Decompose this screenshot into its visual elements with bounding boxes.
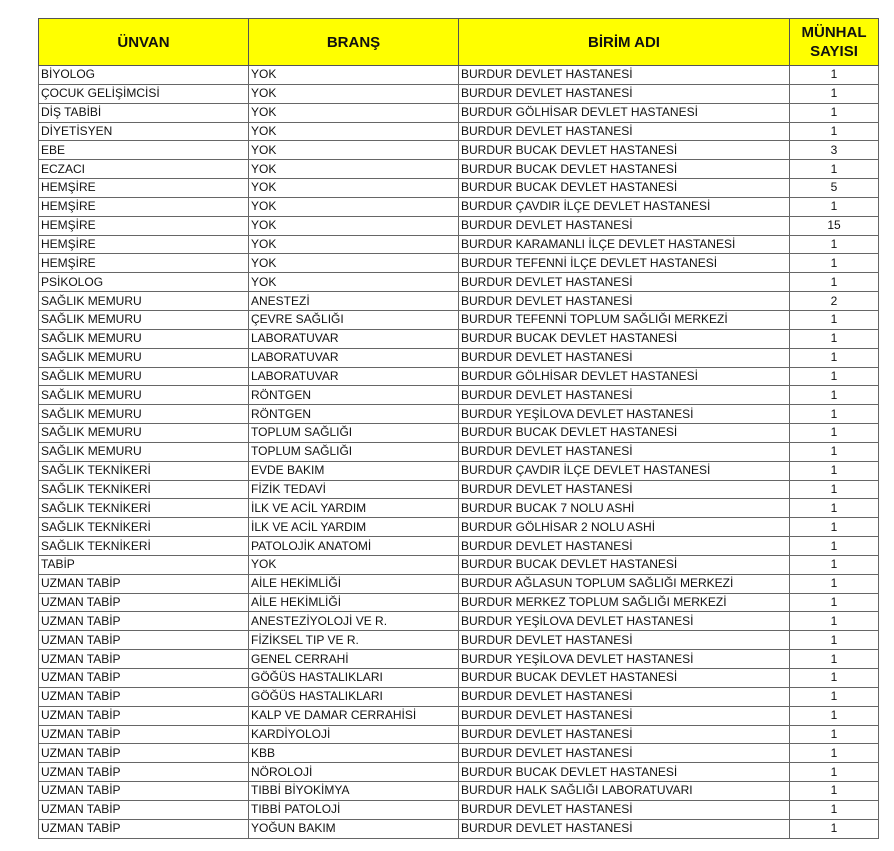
table-row bbox=[39, 122, 879, 141]
brans-cell: YOĞUN BAKIM bbox=[249, 819, 459, 838]
birim-adi-cell: BURDUR DEVLET HASTANESİ bbox=[459, 631, 790, 650]
munhal-sayisi-cell: 1 bbox=[790, 593, 879, 612]
munhal-sayisi-cell: 1 bbox=[790, 273, 879, 292]
table-row bbox=[39, 103, 879, 122]
birim-adi-cell: BURDUR BUCAK DEVLET HASTANESİ bbox=[459, 669, 790, 688]
brans-cell: TIBBİ PATOLOJİ bbox=[249, 800, 459, 819]
birim-adi-cell: BURDUR GÖLHİSAR DEVLET HASTANESİ bbox=[459, 103, 790, 122]
unvan-cell: SAĞLIK MEMURU bbox=[39, 424, 249, 443]
brans-cell: RÖNTGEN bbox=[249, 405, 459, 424]
table-row bbox=[39, 593, 879, 612]
munhal-sayisi-cell: 1 bbox=[790, 706, 879, 725]
vacancy-table bbox=[38, 18, 879, 839]
birim-adi-cell: BURDUR DEVLET HASTANESİ bbox=[459, 273, 790, 292]
birim-adi-cell: BURDUR BUCAK DEVLET HASTANESİ bbox=[459, 141, 790, 160]
birim-adi-cell: BURDUR DEVLET HASTANESİ bbox=[459, 442, 790, 461]
brans-cell: YOK bbox=[249, 141, 459, 160]
birim-adi-cell: BURDUR DEVLET HASTANESİ bbox=[459, 725, 790, 744]
table-row bbox=[39, 499, 879, 518]
munhal-sayisi-cell: 1 bbox=[790, 687, 879, 706]
table-row bbox=[39, 537, 879, 556]
unvan-cell: SAĞLIK MEMURU bbox=[39, 386, 249, 405]
unvan-cell: HEMŞİRE bbox=[39, 254, 249, 273]
munhal-sayisi-cell: 1 bbox=[790, 725, 879, 744]
table-row bbox=[39, 310, 879, 329]
birim-adi-cell: BURDUR DEVLET HASTANESİ bbox=[459, 480, 790, 499]
munhal-sayisi-cell: 1 bbox=[790, 574, 879, 593]
table-row bbox=[39, 254, 879, 273]
table-row bbox=[39, 744, 879, 763]
brans-cell: ÇEVRE SAĞLIĞI bbox=[249, 310, 459, 329]
birim-adi-cell: BURDUR DEVLET HASTANESİ bbox=[459, 84, 790, 103]
brans-cell: YOK bbox=[249, 254, 459, 273]
birim-adi-cell: BURDUR BUCAK DEVLET HASTANESİ bbox=[459, 424, 790, 443]
unvan-cell: SAĞLIK MEMURU bbox=[39, 348, 249, 367]
table-row bbox=[39, 216, 879, 235]
brans-cell: TOPLUM SAĞLIĞI bbox=[249, 442, 459, 461]
munhal-sayisi-cell: 5 bbox=[790, 179, 879, 198]
brans-cell: AİLE HEKİMLİĞİ bbox=[249, 574, 459, 593]
munhal-sayisi-cell: 1 bbox=[790, 800, 879, 819]
brans-cell: KARDİYOLOJİ bbox=[249, 725, 459, 744]
unvan-cell: EBE bbox=[39, 141, 249, 160]
brans-cell: FİZİK TEDAVİ bbox=[249, 480, 459, 499]
birim-adi-cell: BURDUR DEVLET HASTANESİ bbox=[459, 122, 790, 141]
brans-cell: PATOLOJİK ANATOMİ bbox=[249, 537, 459, 556]
unvan-cell: SAĞLIK TEKNİKERİ bbox=[39, 499, 249, 518]
unvan-cell: UZMAN TABİP bbox=[39, 725, 249, 744]
unvan-cell: UZMAN TABİP bbox=[39, 687, 249, 706]
unvan-cell: UZMAN TABİP bbox=[39, 782, 249, 801]
brans-cell: LABORATUVAR bbox=[249, 348, 459, 367]
table-row bbox=[39, 612, 879, 631]
birim-adi-cell: BURDUR BUCAK 7 NOLU ASHİ bbox=[459, 499, 790, 518]
table-row bbox=[39, 631, 879, 650]
brans-cell: TIBBİ BİYOKİMYA bbox=[249, 782, 459, 801]
brans-cell: YOK bbox=[249, 273, 459, 292]
munhal-sayisi-cell: 1 bbox=[790, 254, 879, 273]
birim-adi-cell: BURDUR BUCAK DEVLET HASTANESİ bbox=[459, 555, 790, 574]
munhal-sayisi-cell: 1 bbox=[790, 782, 879, 801]
birim-adi-cell: BURDUR AĞLASUN TOPLUM SAĞLIĞI MERKEZİ bbox=[459, 574, 790, 593]
header-unvan: ÜNVAN bbox=[39, 19, 249, 66]
unvan-cell: UZMAN TABİP bbox=[39, 650, 249, 669]
munhal-sayisi-cell: 1 bbox=[790, 442, 879, 461]
unvan-cell: SAĞLIK TEKNİKERİ bbox=[39, 537, 249, 556]
table-row bbox=[39, 461, 879, 480]
munhal-sayisi-cell: 1 bbox=[790, 235, 879, 254]
unvan-cell: UZMAN TABİP bbox=[39, 763, 249, 782]
birim-adi-cell: BURDUR GÖLHİSAR 2 NOLU ASHİ bbox=[459, 518, 790, 537]
munhal-sayisi-cell: 1 bbox=[790, 122, 879, 141]
brans-cell: YOK bbox=[249, 555, 459, 574]
table-row bbox=[39, 725, 879, 744]
birim-adi-cell: BURDUR DEVLET HASTANESİ bbox=[459, 800, 790, 819]
table-row bbox=[39, 518, 879, 537]
munhal-sayisi-cell: 1 bbox=[790, 669, 879, 688]
munhal-sayisi-cell: 1 bbox=[790, 329, 879, 348]
unvan-cell: UZMAN TABİP bbox=[39, 669, 249, 688]
unvan-cell: HEMŞİRE bbox=[39, 216, 249, 235]
birim-adi-cell: BURDUR HALK SAĞLIĞI LABORATUVARI bbox=[459, 782, 790, 801]
brans-cell: GÖĞÜS HASTALIKLARI bbox=[249, 669, 459, 688]
munhal-sayisi-cell: 3 bbox=[790, 141, 879, 160]
brans-cell: ANESTEZİ bbox=[249, 292, 459, 311]
unvan-cell: HEMŞİRE bbox=[39, 235, 249, 254]
table-row bbox=[39, 141, 879, 160]
munhal-sayisi-cell: 2 bbox=[790, 292, 879, 311]
unvan-cell: BİYOLOG bbox=[39, 66, 249, 85]
munhal-sayisi-cell: 1 bbox=[790, 612, 879, 631]
table-row bbox=[39, 782, 879, 801]
brans-cell: LABORATUVAR bbox=[249, 367, 459, 386]
table-row bbox=[39, 574, 879, 593]
unvan-cell: SAĞLIK MEMURU bbox=[39, 405, 249, 424]
birim-adi-cell: BURDUR BUCAK DEVLET HASTANESİ bbox=[459, 329, 790, 348]
unvan-cell: HEMŞİRE bbox=[39, 179, 249, 198]
birim-adi-cell: BURDUR YEŞİLOVA DEVLET HASTANESİ bbox=[459, 650, 790, 669]
brans-cell: NÖROLOJİ bbox=[249, 763, 459, 782]
brans-cell: KBB bbox=[249, 744, 459, 763]
munhal-sayisi-cell: 1 bbox=[790, 480, 879, 499]
table-row bbox=[39, 235, 879, 254]
table-row bbox=[39, 197, 879, 216]
brans-cell: AİLE HEKİMLİĞİ bbox=[249, 593, 459, 612]
munhal-sayisi-cell: 1 bbox=[790, 160, 879, 179]
table-row bbox=[39, 292, 879, 311]
unvan-cell: SAĞLIK TEKNİKERİ bbox=[39, 518, 249, 537]
unvan-cell: SAĞLIK TEKNİKERİ bbox=[39, 461, 249, 480]
unvan-cell: SAĞLIK MEMURU bbox=[39, 310, 249, 329]
table-row bbox=[39, 273, 879, 292]
brans-cell: YOK bbox=[249, 216, 459, 235]
table-row bbox=[39, 706, 879, 725]
table-row bbox=[39, 442, 879, 461]
table-row bbox=[39, 555, 879, 574]
munhal-sayisi-cell: 1 bbox=[790, 103, 879, 122]
unvan-cell: UZMAN TABİP bbox=[39, 819, 249, 838]
munhal-sayisi-cell: 1 bbox=[790, 537, 879, 556]
brans-cell: RÖNTGEN bbox=[249, 386, 459, 405]
header-birim-adi: BİRİM ADI bbox=[459, 19, 790, 66]
table-row bbox=[39, 763, 879, 782]
munhal-sayisi-cell: 1 bbox=[790, 424, 879, 443]
brans-cell: GÖĞÜS HASTALIKLARI bbox=[249, 687, 459, 706]
brans-cell: LABORATUVAR bbox=[249, 329, 459, 348]
birim-adi-cell: BURDUR BUCAK DEVLET HASTANESİ bbox=[459, 179, 790, 198]
munhal-sayisi-cell: 1 bbox=[790, 461, 879, 480]
brans-cell: GENEL CERRAHİ bbox=[249, 650, 459, 669]
munhal-sayisi-cell: 1 bbox=[790, 518, 879, 537]
brans-cell: YOK bbox=[249, 179, 459, 198]
birim-adi-cell: BURDUR DEVLET HASTANESİ bbox=[459, 292, 790, 311]
brans-cell: YOK bbox=[249, 84, 459, 103]
birim-adi-cell: BURDUR KARAMANLI İLÇE DEVLET HASTANESİ bbox=[459, 235, 790, 254]
header-row bbox=[39, 19, 879, 66]
munhal-sayisi-cell: 1 bbox=[790, 650, 879, 669]
brans-cell: YOK bbox=[249, 66, 459, 85]
brans-cell: YOK bbox=[249, 160, 459, 179]
brans-cell: TOPLUM SAĞLIĞI bbox=[249, 424, 459, 443]
table-row bbox=[39, 405, 879, 424]
table-row bbox=[39, 386, 879, 405]
munhal-sayisi-cell: 1 bbox=[790, 348, 879, 367]
unvan-cell: UZMAN TABİP bbox=[39, 574, 249, 593]
table-row bbox=[39, 348, 879, 367]
unvan-cell: UZMAN TABİP bbox=[39, 593, 249, 612]
table-row bbox=[39, 424, 879, 443]
table-row bbox=[39, 650, 879, 669]
unvan-cell: ECZACI bbox=[39, 160, 249, 179]
birim-adi-cell: BURDUR GÖLHİSAR DEVLET HASTANESİ bbox=[459, 367, 790, 386]
table-row bbox=[39, 84, 879, 103]
birim-adi-cell: BURDUR MERKEZ TOPLUM SAĞLIĞI MERKEZİ bbox=[459, 593, 790, 612]
birim-adi-cell: BURDUR YEŞİLOVA DEVLET HASTANESİ bbox=[459, 405, 790, 424]
munhal-sayisi-cell: 1 bbox=[790, 405, 879, 424]
munhal-sayisi-cell: 1 bbox=[790, 84, 879, 103]
header-brans: BRANŞ bbox=[249, 19, 459, 66]
table-row bbox=[39, 367, 879, 386]
brans-cell: KALP VE DAMAR CERRAHİSİ bbox=[249, 706, 459, 725]
unvan-cell: SAĞLIK TEKNİKERİ bbox=[39, 480, 249, 499]
table-row bbox=[39, 819, 879, 838]
birim-adi-cell: BURDUR DEVLET HASTANESİ bbox=[459, 744, 790, 763]
table-row bbox=[39, 669, 879, 688]
munhal-sayisi-cell: 1 bbox=[790, 555, 879, 574]
brans-cell: FİZİKSEL TIP VE R. bbox=[249, 631, 459, 650]
unvan-cell: UZMAN TABİP bbox=[39, 612, 249, 631]
birim-adi-cell: BURDUR DEVLET HASTANESİ bbox=[459, 66, 790, 85]
unvan-cell: SAĞLIK MEMURU bbox=[39, 329, 249, 348]
table-row bbox=[39, 687, 879, 706]
birim-adi-cell: BURDUR DEVLET HASTANESİ bbox=[459, 706, 790, 725]
birim-adi-cell: BURDUR YEŞİLOVA DEVLET HASTANESİ bbox=[459, 612, 790, 631]
munhal-sayisi-cell: 1 bbox=[790, 499, 879, 518]
unvan-cell: UZMAN TABİP bbox=[39, 800, 249, 819]
munhal-sayisi-cell: 1 bbox=[790, 763, 879, 782]
unvan-cell: PSİKOLOG bbox=[39, 273, 249, 292]
birim-adi-cell: BURDUR BUCAK DEVLET HASTANESİ bbox=[459, 160, 790, 179]
munhal-sayisi-cell: 1 bbox=[790, 386, 879, 405]
unvan-cell: DİYETİSYEN bbox=[39, 122, 249, 141]
munhal-sayisi-cell: 1 bbox=[790, 631, 879, 650]
unvan-cell: TABİP bbox=[39, 555, 249, 574]
munhal-sayisi-cell: 1 bbox=[790, 367, 879, 386]
birim-adi-cell: BURDUR ÇAVDIR İLÇE DEVLET HASTANESİ bbox=[459, 461, 790, 480]
table-row bbox=[39, 329, 879, 348]
unvan-cell: SAĞLIK MEMURU bbox=[39, 367, 249, 386]
brans-cell: YOK bbox=[249, 103, 459, 122]
brans-cell: İLK VE ACİL YARDIM bbox=[249, 499, 459, 518]
birim-adi-cell: BURDUR DEVLET HASTANESİ bbox=[459, 687, 790, 706]
unvan-cell: UZMAN TABİP bbox=[39, 744, 249, 763]
unvan-cell: DİŞ TABİBİ bbox=[39, 103, 249, 122]
birim-adi-cell: BURDUR TEFENNİ TOPLUM SAĞLIĞI MERKEZİ bbox=[459, 310, 790, 329]
unvan-cell: SAĞLIK MEMURU bbox=[39, 442, 249, 461]
header-munhal-sayisi: MÜNHAL SAYISI bbox=[790, 19, 879, 66]
munhal-sayisi-cell: 1 bbox=[790, 744, 879, 763]
birim-adi-cell: BURDUR DEVLET HASTANESİ bbox=[459, 348, 790, 367]
brans-cell: YOK bbox=[249, 197, 459, 216]
brans-cell: ANESTEZİYOLOJİ VE R. bbox=[249, 612, 459, 631]
table-row bbox=[39, 480, 879, 499]
unvan-cell: HEMŞİRE bbox=[39, 197, 249, 216]
birim-adi-cell: BURDUR DEVLET HASTANESİ bbox=[459, 386, 790, 405]
table-row bbox=[39, 160, 879, 179]
unvan-cell: UZMAN TABİP bbox=[39, 631, 249, 650]
unvan-cell: UZMAN TABİP bbox=[39, 706, 249, 725]
birim-adi-cell: BURDUR BUCAK DEVLET HASTANESİ bbox=[459, 763, 790, 782]
table-row bbox=[39, 66, 879, 85]
birim-adi-cell: BURDUR TEFENNİ İLÇE DEVLET HASTANESİ bbox=[459, 254, 790, 273]
unvan-cell: SAĞLIK MEMURU bbox=[39, 292, 249, 311]
unvan-cell: ÇOCUK GELİŞİMCİSİ bbox=[39, 84, 249, 103]
birim-adi-cell: BURDUR DEVLET HASTANESİ bbox=[459, 819, 790, 838]
munhal-sayisi-cell: 15 bbox=[790, 216, 879, 235]
table-row bbox=[39, 179, 879, 198]
munhal-sayisi-cell: 1 bbox=[790, 310, 879, 329]
munhal-sayisi-cell: 1 bbox=[790, 197, 879, 216]
brans-cell: YOK bbox=[249, 122, 459, 141]
table-row bbox=[39, 800, 879, 819]
munhal-sayisi-cell: 1 bbox=[790, 66, 879, 85]
brans-cell: İLK VE ACİL YARDIM bbox=[249, 518, 459, 537]
birim-adi-cell: BURDUR ÇAVDIR İLÇE DEVLET HASTANESİ bbox=[459, 197, 790, 216]
brans-cell: YOK bbox=[249, 235, 459, 254]
birim-adi-cell: BURDUR DEVLET HASTANESİ bbox=[459, 537, 790, 556]
birim-adi-cell: BURDUR DEVLET HASTANESİ bbox=[459, 216, 790, 235]
brans-cell: EVDE BAKIM bbox=[249, 461, 459, 480]
munhal-sayisi-cell: 1 bbox=[790, 819, 879, 838]
